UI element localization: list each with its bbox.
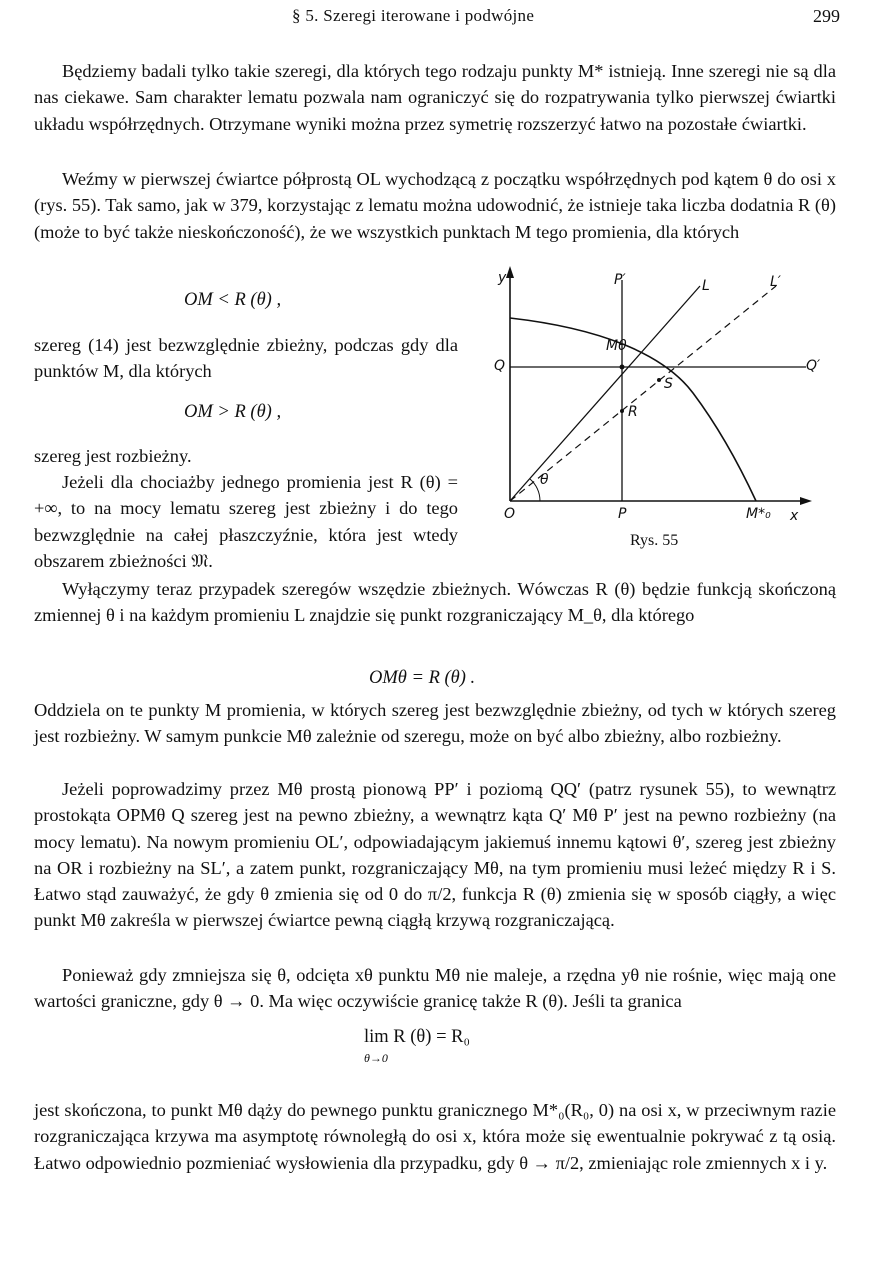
equation-om-less: OM < R (θ) ,	[184, 290, 282, 310]
equation-om-greater: OM > R (θ) ,	[184, 402, 282, 422]
label-q: Q	[494, 358, 506, 374]
limit-expression: lim R (θ) = R₀	[364, 1027, 470, 1047]
label-p: P	[618, 506, 627, 522]
label-x: x	[790, 508, 799, 524]
paragraph-3: szereg (14) jest bezwzględnie zbieżny, podczas gdy dla punktów M, dla których	[34, 335, 458, 382]
paragraph-6: Wyłączymy teraz przypadek szeregów wszędzie zbieżnych. Wówczas R (θ) będzie funkcją skończoną zmiennej θ i na każdym promieniu L znajdzie się punkt rozgraniczający M_θ, dla którego	[34, 579, 836, 626]
paragraph-4: szereg jest rozbieżny.	[34, 446, 192, 466]
page-number: 299	[813, 6, 840, 26]
paragraph-8: Jeżeli poprowadzimy przez Mθ prostą pionową PP′ i poziomą QQ′ (patrz rysunek 55), to wewnątrz prostokąta OPMθ Q szereg jest na pewno zbieżny, a wewnątrz kąta Q′ Mθ P′ jest na pewno rozbieżny (na mocy lematu). Na nowym promieniu OL′, odpowiadającym jakiemuś innemu kątowi θ′, szereg jest zbieżny na OR i rozbieżny na SL′, a zatem punkt, rozgraniczający Mθ, na tym promieniu musi leżeć między R i S. Łatwo stąd zauważyć, że gdy θ zmienia się od 0 do π/2, funkcja R (θ) zmienia się w sposób ciągły, a więc punkt Mθ zakreśla w pierwszej ćwiartce pewną ciągłą krzywą rozgraniczającą.	[34, 779, 836, 931]
ray-ol	[510, 286, 700, 501]
label-q-prime: Q′	[806, 358, 821, 374]
figure-55	[488, 258, 836, 558]
paragraph-5: Jeżeli dla chociażby jednego promienia jest R (θ) = +∞, to na mocy lematu szereg jest zbieżny i do tego bezwzględnie na całej płaszczyźnie, która jest wtedy obszarem zbieżności 𝔐.	[34, 472, 458, 571]
label-theta: θ	[540, 472, 549, 488]
paragraph-7: Oddziela on te punkty M promienia, w których szereg jest bezwzględnie zbieżny, od tych w których szereg jest rozbieżny. W samym punkcie Mθ zależnie od szeregu, może on być albo zbieżny, albo rozbieżny.	[34, 700, 836, 747]
label-o: O	[504, 506, 516, 522]
label-r: R	[628, 404, 638, 420]
section-title: § 5. Szeregi iterowane i podwójne	[292, 6, 535, 25]
label-l-prime: L′	[770, 274, 781, 290]
label-s: S	[664, 376, 673, 392]
paragraph-1: Będziemy badali tylko takie szeregi, dla których tego rodzaju punkty M* istnieją. Inne szeregi nie są dla nas ciekawe. Sam charakter lematu pozwala nam ograniczyć się do rozpatrywania tylko pierwszej ćwiartki układu współrzędnych. Otrzymane wyniki można przez symetrię rozszerzyć łatwo na pozostałe ćwiartki.	[34, 61, 836, 134]
paragraph-2: Weźmy w pierwszej ćwiartce półprostą OL wychodzącą z początku współrzędnych pod kątem θ do osi x (rys. 55). Tak samo, jak w 379, korzystając z lematu można udowodnić, że istnieje taka liczba dodatnia R (θ) (może to być także nieskończoność), że we wszystkich punktach M tego promienia, dla których	[34, 169, 836, 242]
paragraph-9: Ponieważ gdy zmniejsza się θ, odcięta xθ punktu Mθ nie maleje, a rzędna yθ nie rośnie, więc mają one wartości graniczne, gdy θ → 0. Ma więc oczywiście granicę także R (θ). Jeśli ta granica	[34, 965, 836, 1012]
label-l: L	[702, 278, 710, 294]
figure-diagram	[488, 258, 836, 558]
label-m-theta: Mθ	[606, 338, 627, 354]
figure-caption: Rys. 55	[630, 532, 679, 549]
limit-subscript: θ→0	[364, 1051, 388, 1065]
y-axis-arrow	[506, 266, 514, 278]
point-s	[657, 378, 661, 382]
equation-limit	[364, 1027, 564, 1087]
label-y: y	[498, 270, 507, 286]
x-axis-arrow	[800, 497, 812, 505]
label-m0-star: M*₀	[746, 506, 771, 522]
page-header	[0, 6, 893, 32]
theta-arc	[530, 479, 540, 501]
point-m-theta	[620, 365, 625, 370]
point-r	[620, 409, 624, 413]
ray-ol-prime	[510, 286, 776, 501]
paragraph-10: jest skończona, to punkt Mθ dąży do pewnego punktu granicznego M*₀(R₀, 0) na osi x, w przeciwnym razie rozgraniczająca krzywa ma asymptotę równoległą do osi x, która może się ewentualnie pokrywać z tą osią. Łatwo odpowiednio pozmieniać wysłowienia dla przypadku, gdy θ → π/2, zmieniając role zmiennych x i y.	[34, 1100, 836, 1173]
label-p-prime: P′	[614, 272, 626, 288]
equation-om-theta: OMθ = R (θ) .	[369, 668, 476, 688]
